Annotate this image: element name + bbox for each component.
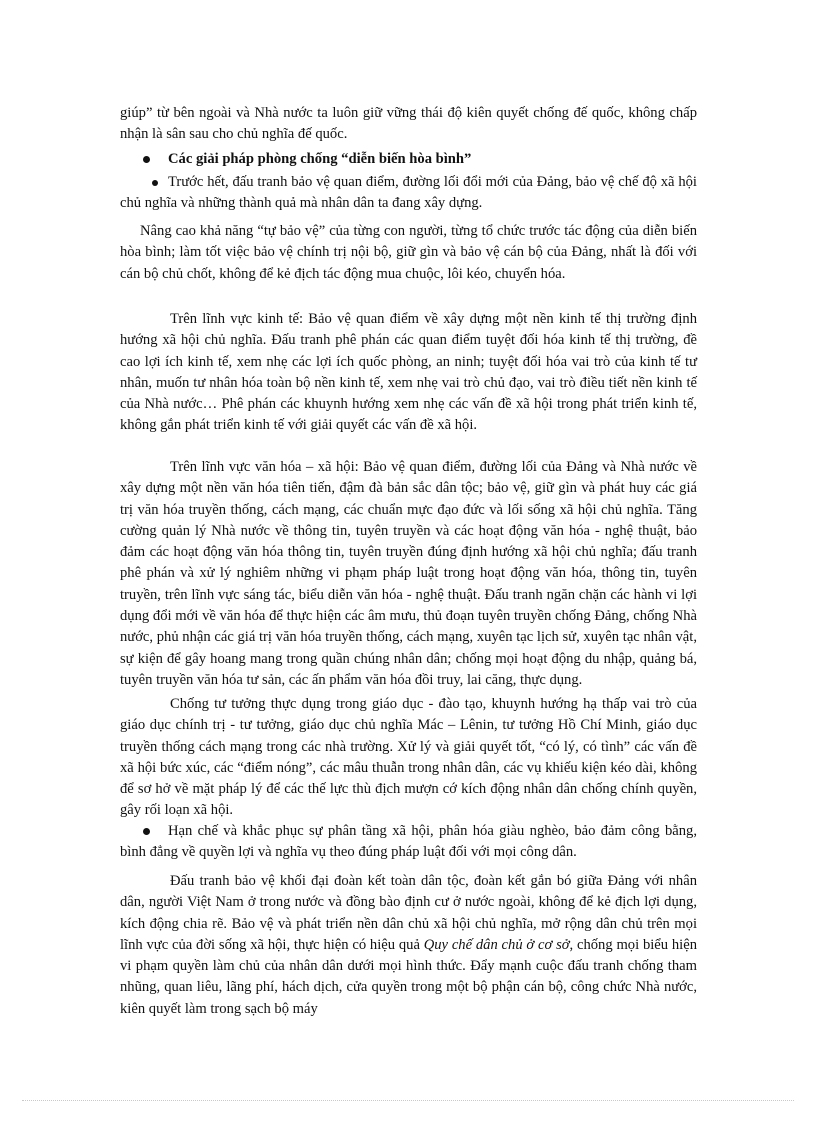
bullet-item-1: Trước hết, đấu tranh bảo vệ quan điểm, đường lối đổi mới của Đảng, bảo vệ chế độ xã hội chủ nghĩa và những thành quả mà nhân dân ta đang xây dựng. (120, 174, 697, 212)
paragraph-text: Đấu tranh bảo vệ khối đại đoàn kết toàn dân tộc, đoàn kết gắn bó giữa Đảng với nhân dân, người Việt Nam ở trong nước và đồng bào định cư ở nước ngoài, không để kẻ địch lợi dụng, kích động chia rẽ. Bảo vệ và phát triển nền dân chủ xã hội chủ nghĩa, mở rộng dân chủ trên mọi lĩnh vực của đời sống xã hội, thực hiện có hiệu quả (120, 873, 697, 953)
paragraph-economy: Trên lĩnh vực kinh tế: Bảo vệ quan điểm về xây dựng một nền kinh tế thị trường định hướng xã hội chủ nghĩa. Đấu tranh phê phán các quan điểm tuyệt đối hóa kinh tế thị trường, đề cao lợi ích kinh tế, xem nhẹ các lợi ích quốc phòng, an ninh; tuyệt đối hóa vai trò của kinh tế tư nhân, muốn tư nhân hóa toàn bộ nền kinh tế, xem nhẹ vai trò chủ đạo, vai trò điều tiết nền kinh tế của Nhà nước… Phê phán các khuynh hướng xem nhẹ các vấn đề xã hội trong phát triển kinh tế, không gắn phát triển kinh tế với giải quyết các vấn đề xã hội. (120, 311, 697, 434)
bullet-icon (143, 156, 150, 163)
paragraph-culture-society: Trên lĩnh vực văn hóa – xã hội: Bảo vệ quan điểm, đường lối của Đảng và Nhà nước về xây dựng một nền văn hóa tiên tiến, đậm đà bản sắc dân tộc; bảo vệ, giữ gìn và phát huy các giá trị văn hóa truyền thống, cách mạng, các chuẩn mực đạo đức và lối sống xã hội chủ nghĩa. Tăng cường quản lý Nhà nước về thông tin, tuyên truyền và các hoạt động văn hóa - nghệ thuật, bảo đảm các hoạt động văn hóa thông tin, tuyên truyền đúng định hướng xã hội chủ nghĩa; đấu tranh phê phán và xử lý nghiêm những vi phạm pháp luật trong hoạt động văn hóa, thông tin, tuyên truyền, trên lĩnh vực sáng tác, biểu diễn văn hóa - nghệ thuật. Đấu tranh ngăn chặn các hành vi lợi dụng đổi mới về văn hóa để thực hiện các âm mưu, thủ đoạn tuyên truyền chống Đảng, chống Nhà nước, phủ nhận các giá trị văn hóa truyền thống, cách mạng, xuyên tạc lịch sử, xuyên tạc nhân vật, sự kiện để gây hoang mang trong quần chúng nhân dân; chống mọi hoạt động du nhập, quảng bá, tuyên truyền văn hóa tư sản, các ấn phẩm văn hóa đồi truy, lai căng, thực dụng. (120, 459, 697, 688)
paragraph-national-unity (120, 871, 697, 1020)
paragraph-continuation: giúp” từ bên ngoài và Nhà nước ta luôn giữ vững thái độ kiên quyết chống đế quốc, không chấp nhận là sân sau cho chủ nghĩa đế quốc. (120, 105, 697, 143)
italic-text: Quy chế dân chủ ở cơ sở (423, 936, 570, 953)
bullet-item-2: Hạn chế và khắc phục sự phân tầng xã hội, phân hóa giàu nghèo, bảo đảm công bằng, bình đẳng về quyền lợi và nghĩa vụ theo đúng pháp luật đối với mọi công dân. (120, 823, 697, 861)
paragraph-text: , chống mọi biểu hiện vi phạm quyền làm chủ của nhân dân dưới mọi hình thức. Đẩy mạnh cuộc đấu tranh chống tham nhũng, quan liêu, lãng phí, hách dịch, cửa quyền trong một bộ phận cán bộ, công chức Nhà nước, kiên quyết làm trong sạch bộ máy (120, 936, 697, 1017)
paragraph-self-protection: Nâng cao khả năng “tự bảo vệ” của từng con người, từng tổ chức trước tác động của diễn biến hòa bình; làm tốt việc bảo vệ chính trị nội bộ, giữ gìn và bảo vệ cán bộ của Đảng, nhất là đối với cán bộ chủ chốt, không để kẻ địch tác động mua chuộc, lôi kéo, chuyển hóa. (120, 223, 697, 282)
section-heading: Các giải pháp phòng chống “diễn biến hòa bình” (168, 151, 472, 167)
page-bottom-border (22, 1100, 794, 1101)
paragraph-education: Chống tư tưởng thực dụng trong giáo dục - đào tạo, khuynh hướng hạ thấp vai trò của giáo dục chính trị - tư tưởng, giáo dục chủ nghĩa Mác – Lênin, tư tưởng Hồ Chí Minh, giáo dục truyền thống cách mạng trong các nhà trường. Xử lý và giải quyết tốt, “có lý, có tình” các vấn đề xã hội bức xúc, các “điểm nóng”, các mâu thuẫn trong nhân dân, các vụ khiếu kiện kéo dài, không để sơ hở về mặt pháp lý để các thế lực thù địch mượn cớ kích động nhân dân chống chính quyền, gây rối loạn xã hội. (120, 696, 697, 819)
